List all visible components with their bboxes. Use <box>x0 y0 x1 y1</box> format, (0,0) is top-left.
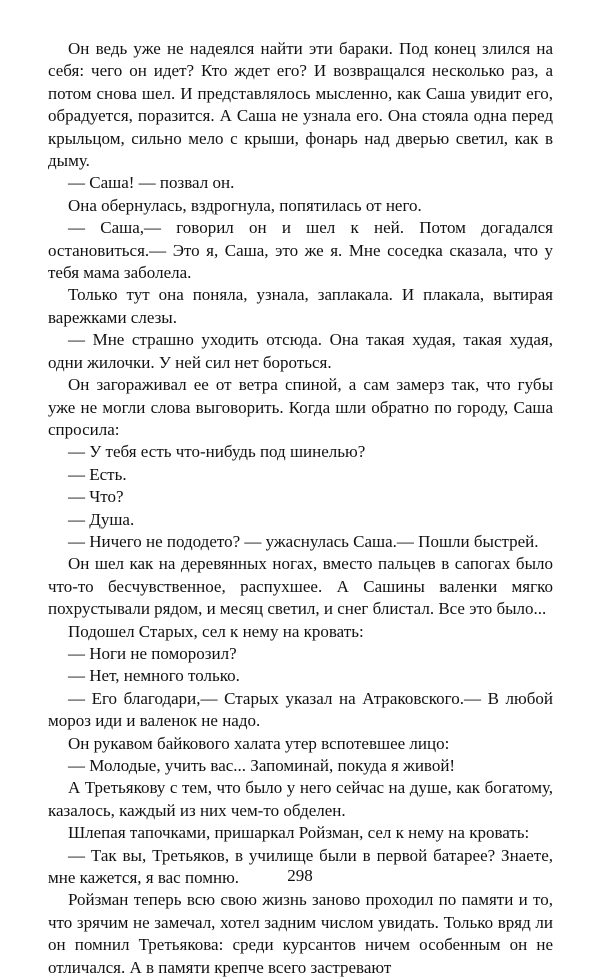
paragraph: — Ноги не поморозил? <box>68 643 237 663</box>
paragraph: — Саша! — позвал он. <box>68 173 235 193</box>
paragraph: — Есть. <box>68 464 127 484</box>
paragraph: — Ничего не пододето? — ужаснулась Саша.— Пошли быстрей. <box>68 531 539 551</box>
paragraph: — Его благодари,— Старых указал на Атраковского.— В любой мороз иди и валенок не надо. <box>48 688 553 731</box>
page-number: 298 <box>287 866 313 885</box>
paragraph: Он загораживал ее от ветра спиной, а сам замерз так, что губы уже не могли слова выговорить. Когда шли обратно по городу, Саша спросила: <box>48 375 553 439</box>
paragraph: Только тут она поняла, узнала, заплакала. И плакала, вытирая варежками слезы. <box>48 285 553 327</box>
paragraph: — Что? <box>68 487 124 507</box>
paragraph: — Мне страшно уходить отсюда. Она такая худая, такая худая, одни жилочки. У ней сил нет бороться. <box>48 330 553 372</box>
paragraph: — Так вы, Третьяков, в училище были в первой батарее? Знаете, мне кажется, я вас помню. <box>48 845 553 888</box>
paragraph: Он рукавом байкового халата утер вспотевшее лицо: <box>68 733 450 753</box>
paragraph: — Молодые, учить вас... Запоминай, покуда я живой! <box>68 756 456 775</box>
paragraph: — Саша,— говорил он и шел к ней. Потом догадался остановиться.— Это я, Саша, это же я. Мне соседка сказала, что у тебя мама заболела. <box>48 218 553 283</box>
paragraph: Она обернулась, вздрогнула, попятилась от него. <box>68 195 422 215</box>
paragraph: Он шел как на деревянных ногах, вместо пальцев в сапогах было что-то бесчувственное, распухшее. А Сашины валенки мягко похрустывали рядом, и месяц светил, и снег блистал. Все это было... <box>48 554 553 619</box>
paragraph: Ройзман теперь всю свою жизнь заново проходил по памяти и то, что зрячим не замечал, хотел задним числом увидать. Только вряд ли он помнил Третьякова: среди курсантов ничем особенным он не отличался. А в памяти крепче всего застревают <box>48 890 553 977</box>
page-body <box>48 38 553 979</box>
paragraph: — Нет, немного только. <box>68 666 240 686</box>
paragraph: А Третьякову с тем, что было у него сейчас на душе, как богатому, казалось, каждый из них чем-то обделен. <box>48 778 553 820</box>
paragraph: Он ведь уже не надеялся найти эти бараки. Под конец злился на себя: чего он идет? Кто ждет его? И возвращался несколько раз, а потом снова шел. И представлялось мысленно, как Саша увидит его, обрадуется, поразится. А Саша не узнала его. Она стояла одна перед крыльцом, сильно мело с крыши, фонарь над дверью светил, как в дыму. <box>48 39 553 171</box>
paragraph: Шлепая тапочками, пришаркал Ройзман, сел к нему на кровать: <box>68 823 530 843</box>
paragraph: Подошел Старых, сел к нему на кровать: <box>68 621 364 641</box>
paragraph: — Душа. <box>68 509 135 529</box>
paragraph: — У тебя есть что-нибудь под шинелью? <box>68 442 366 462</box>
